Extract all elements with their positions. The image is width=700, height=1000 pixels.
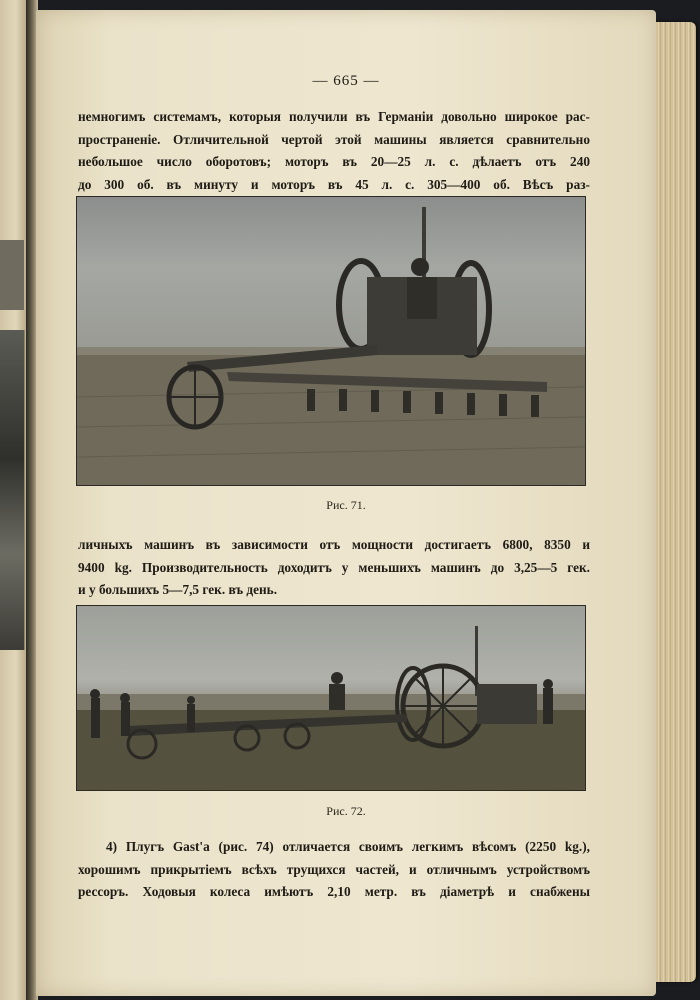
paragraph-line: рессоръ. Ходовыя колеса имѣютъ 2,10 метр. въ діаметрѣ и снабжены (78, 884, 590, 899)
paragraph-line: и у большихъ 5—7,5 гек. въ день. (78, 582, 278, 597)
facing-page-image-fragment (0, 240, 24, 310)
paragraph-line: 4) Плугъ Gast'а (рис. 74) отличается своимъ легкимъ вѣсомъ (2250 kg.), (106, 839, 590, 854)
paragraph-line: 9400 kg. Производительность доходитъ у меньшихъ машинъ до 3,25—5 гек. (78, 559, 590, 575)
paragraph-line: личныхъ машинъ въ зависимости отъ мощности достигаетъ 6800, 8350 и (78, 537, 590, 552)
paragraph-2 (78, 534, 590, 602)
tractor-plough-illustration (77, 197, 585, 485)
paragraph-line: пространеніе. Отличительной чертой этой машины является сравнительно (78, 131, 590, 147)
tractor-field-illustration (77, 606, 585, 790)
paragraph-3 (78, 836, 590, 904)
paragraph-line: небольшое число оборотовъ; моторъ въ 20—25 л. с. дѣлаетъ отъ 240 (78, 154, 590, 169)
figure-72-photo (76, 605, 586, 791)
facing-page-photo-fragment (0, 330, 25, 650)
paragraph-line: хорошимъ прикрытіемъ всѣхъ трущихся частей, и отличнымъ устройствомъ (78, 861, 590, 877)
figure-72-caption: Рис. 72. (326, 804, 366, 818)
book-page (36, 10, 656, 996)
figure-71-caption: Рис. 71. (326, 498, 366, 512)
page-number: — 665 — (312, 73, 380, 89)
book-page-edges (652, 22, 696, 982)
paragraph-1 (78, 106, 590, 196)
paragraph-line: до 300 об. въ минуту и моторъ въ 45 л. с. 305—400 об. Вѣсъ раз- (78, 176, 590, 192)
paragraph-line: немногимъ системамъ, которыя получили въ Германіи довольно широкое рас- (78, 109, 590, 124)
facing-page-edge (0, 0, 26, 1000)
figure-71-photo (76, 196, 586, 486)
